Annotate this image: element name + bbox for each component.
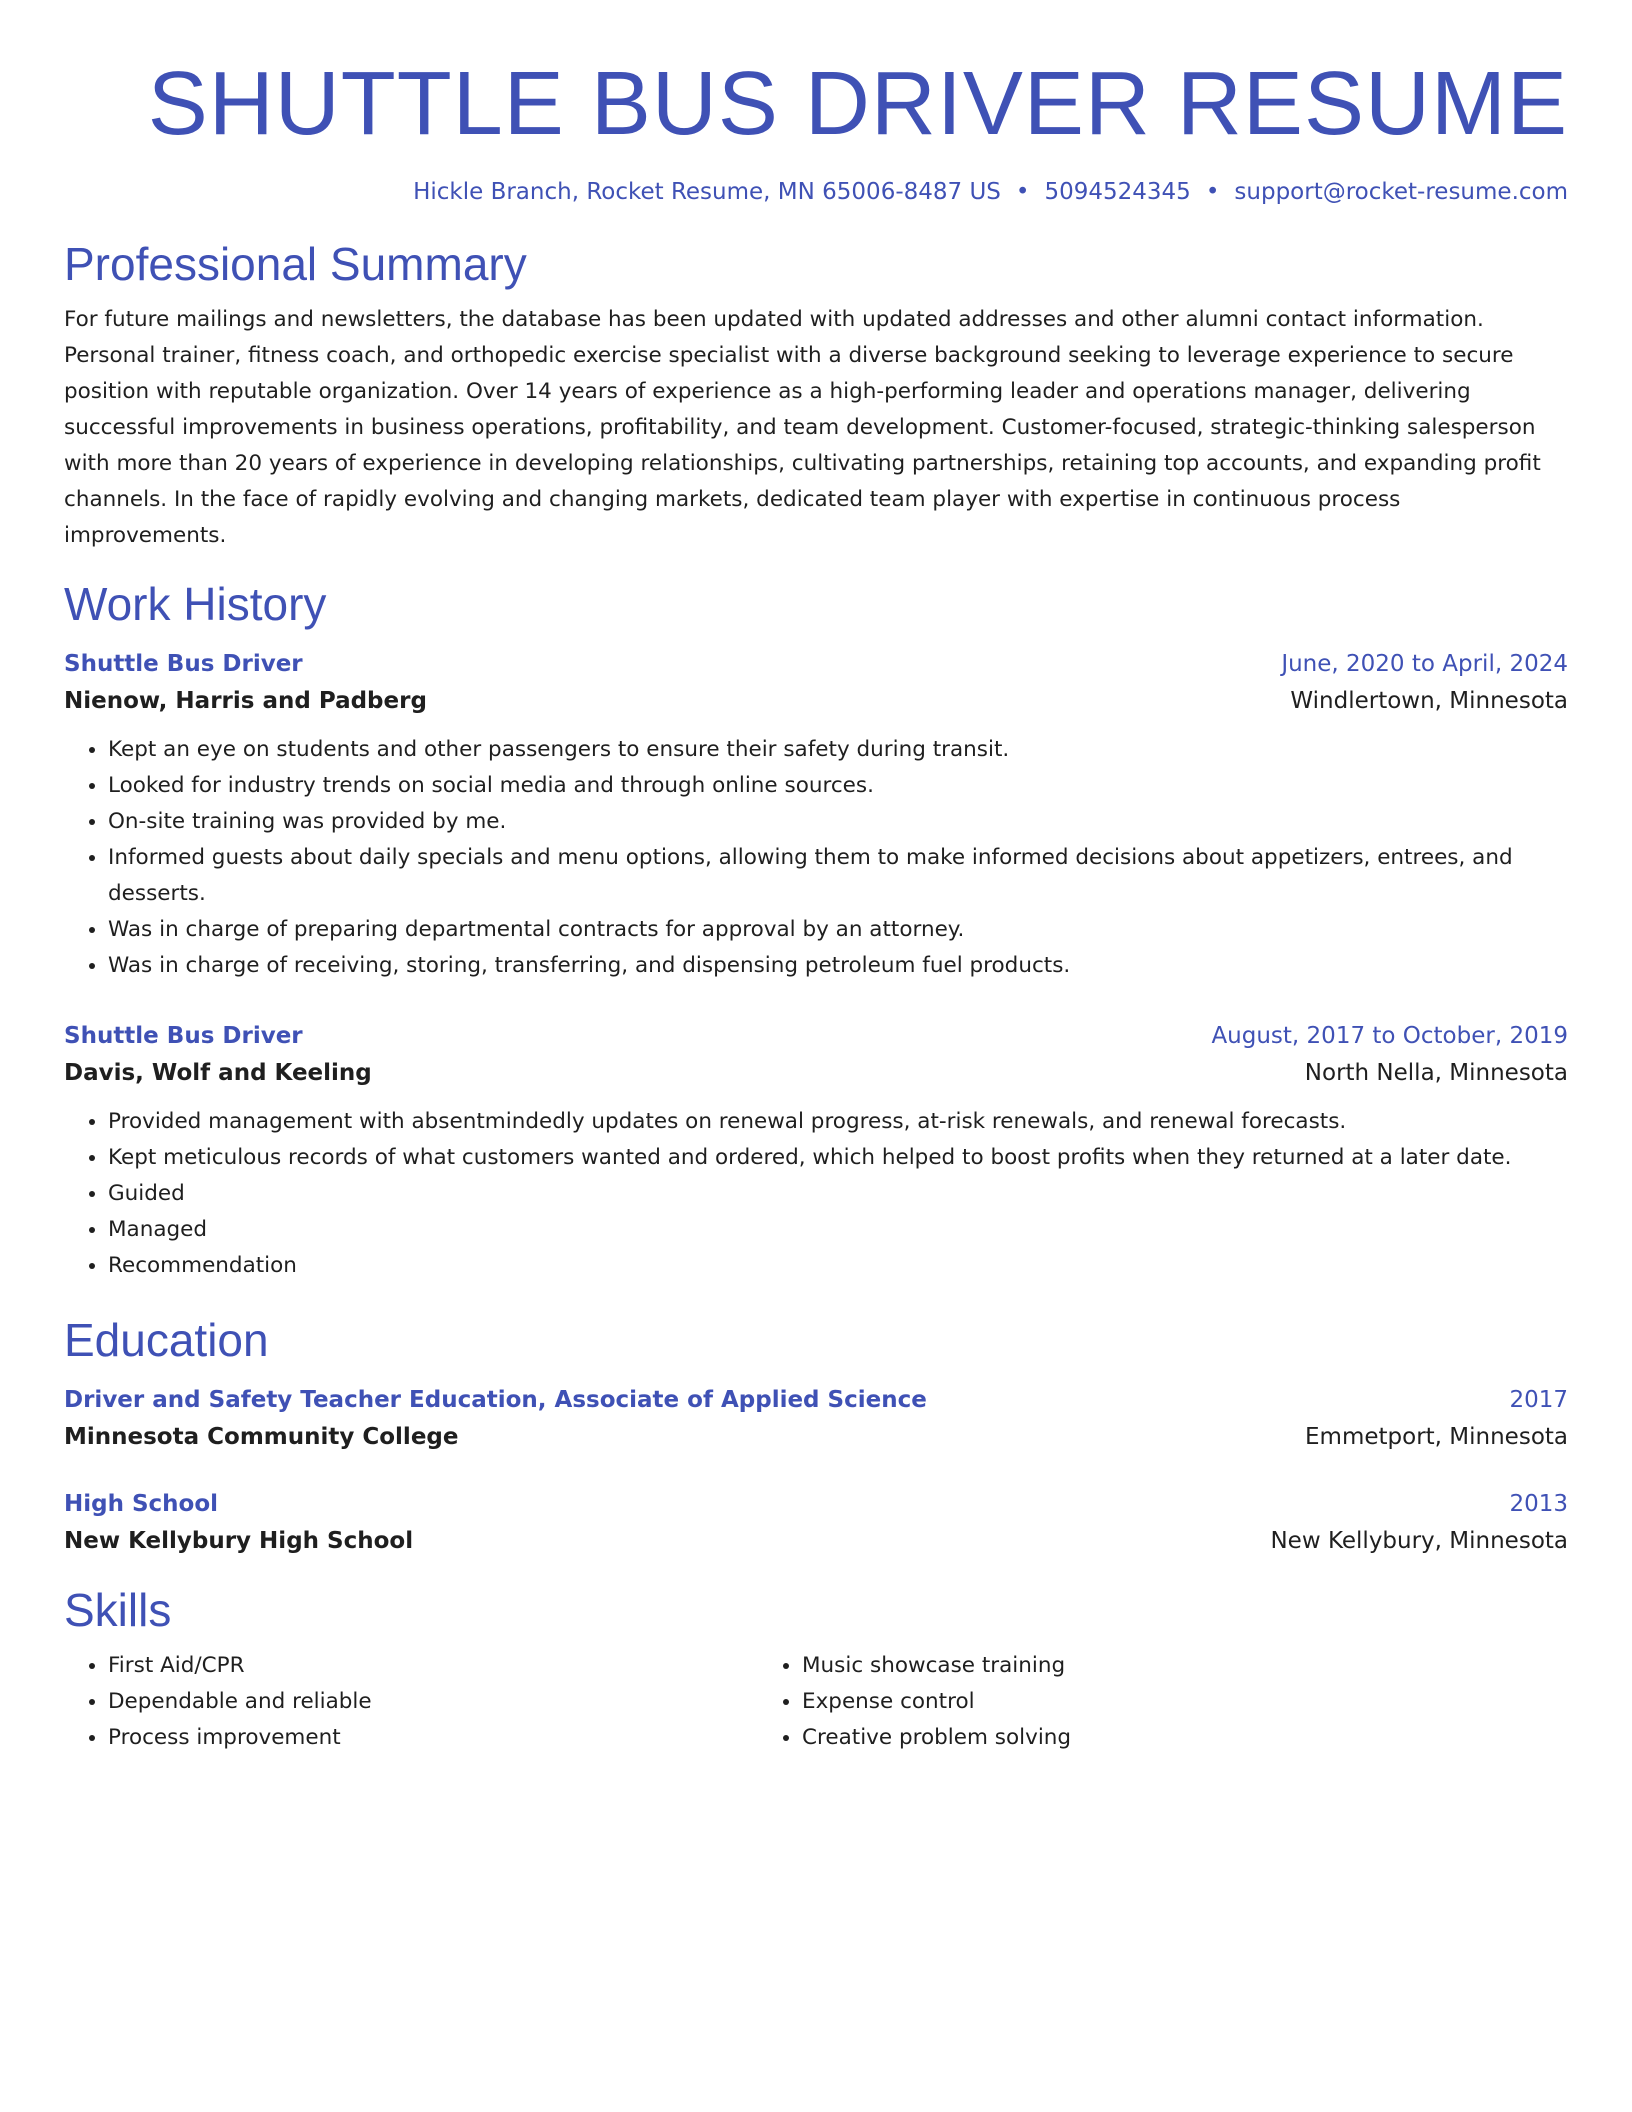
education-heading: Education: [64, 1314, 269, 1366]
contact-line: [64, 176, 1568, 208]
job-dates: August, 2017 to October, 2019: [1211, 1023, 1568, 1049]
contact-phone: 5094524345: [1044, 179, 1191, 205]
job-role: Shuttle Bus Driver: [64, 1023, 303, 1049]
education-location: Emmetport, Minnesota: [1305, 1424, 1568, 1450]
contact-separator: •: [1015, 179, 1030, 205]
job-bullets: [64, 732, 1568, 984]
job-bullet: • Provided management with absentmindedly updates on renewal progress, at-risk renewals, and renewal forecasts.: [108, 1104, 1568, 1140]
summary-heading: Professional Summary: [64, 238, 527, 290]
job-role: Shuttle Bus Driver: [64, 651, 303, 677]
job-company: Davis, Wolf and Keeling: [64, 1060, 372, 1086]
job-dates: June, 2020 to April, 2024: [1281, 651, 1568, 677]
education-entry: [64, 1486, 1568, 1560]
job-bullet: • On-site training was provided by me.: [108, 804, 1568, 840]
job-bullets: [64, 1104, 1568, 1284]
education-school: Minnesota Community College: [64, 1424, 459, 1450]
work-history-heading: Work History: [64, 578, 327, 630]
job-bullet: • Was in charge of receiving, storing, transferring, and dispensing petroleum fuel products.: [108, 948, 1568, 984]
education-section: [64, 1312, 1568, 1560]
job-bullet: • Kept an eye on students and other passengers to ensure their safety during transit.: [108, 732, 1568, 768]
job-entry: [64, 1018, 1568, 1284]
skills-section: [64, 1582, 1568, 1756]
skill-item: • First Aid/CPR: [108, 1648, 758, 1684]
job-bullet: • Was in charge of preparing departmental contracts for approval by an attorney.: [108, 912, 1568, 948]
education-year: 2013: [1509, 1491, 1568, 1517]
job-bullet: • Looked for industry trends on social media and through online sources.: [108, 768, 1568, 804]
job-bullet: • Informed guests about daily specials and menu options, allowing them to make informed decisions about appetizers, entrees, and desserts.: [108, 840, 1568, 912]
skill-item: • Process improvement: [108, 1720, 758, 1756]
job-entry: [64, 646, 1568, 984]
education-degree: High School: [64, 1491, 219, 1517]
job-bullet: • Managed: [108, 1212, 1568, 1248]
skill-item: • Expense control: [802, 1684, 1452, 1720]
job-location: Windlertown, Minnesota: [1290, 688, 1568, 714]
contact-address: Hickle Branch, Rocket Resume, MN 65006-8487 US: [413, 179, 1001, 205]
education-year: 2017: [1509, 1387, 1568, 1413]
work-history-section: [64, 576, 1568, 1284]
education-school: New Kellybury High School: [64, 1528, 414, 1554]
skills-heading: Skills: [64, 1584, 172, 1636]
skill-item: • Creative problem solving: [802, 1720, 1452, 1756]
job-company: Nienow, Harris and Padberg: [64, 688, 427, 714]
resume-header: [64, 0, 1568, 208]
contact-email: support@rocket-resume.com: [1234, 179, 1568, 205]
skill-item: • Dependable and reliable: [108, 1684, 758, 1720]
skills-list-left: [64, 1648, 758, 1756]
education-location: New Kellybury, Minnesota: [1270, 1528, 1568, 1554]
education-entry: [64, 1382, 1568, 1456]
education-degree: Driver and Safety Teacher Education, Associate of Applied Science: [64, 1387, 927, 1413]
skills-list-right: [758, 1648, 1452, 1756]
summary-text: For future mailings and newsletters, the database has been updated with updated addresses and other alumni contact information. Personal trainer, fitness coach, and orthopedic exercise specialist with a diverse background seeking to leverage experience to secure position with reputable organization. Over 14 years of experience as a high-performing leader and operations manager, delivering successful improvements in business operations, profitability, and team development. Customer-focused, strategic-thinking salesperson with more than 20 years of experience in developing relationships, cultivating partnerships, retaining top accounts, and expanding profit channels. In the face of rapidly evolving and changing markets, dedicated team player with expertise in continuous process improvements.: [64, 307, 1541, 548]
resume-title: SHUTTLE BUS DRIVER RESUME: [147, 54, 1568, 154]
job-bullet: • Kept meticulous records of what customers wanted and ordered, which helped to boost profits when they returned at a later date.: [108, 1140, 1568, 1176]
job-bullet: • Recommendation: [108, 1248, 1568, 1284]
job-bullet: • Guided: [108, 1176, 1568, 1212]
skill-item: • Music showcase training: [802, 1648, 1452, 1684]
summary-section: [64, 236, 1568, 554]
contact-separator: •: [1205, 179, 1220, 205]
job-location: North Nella, Minnesota: [1304, 1060, 1568, 1086]
skills-columns: [64, 1648, 1568, 1756]
